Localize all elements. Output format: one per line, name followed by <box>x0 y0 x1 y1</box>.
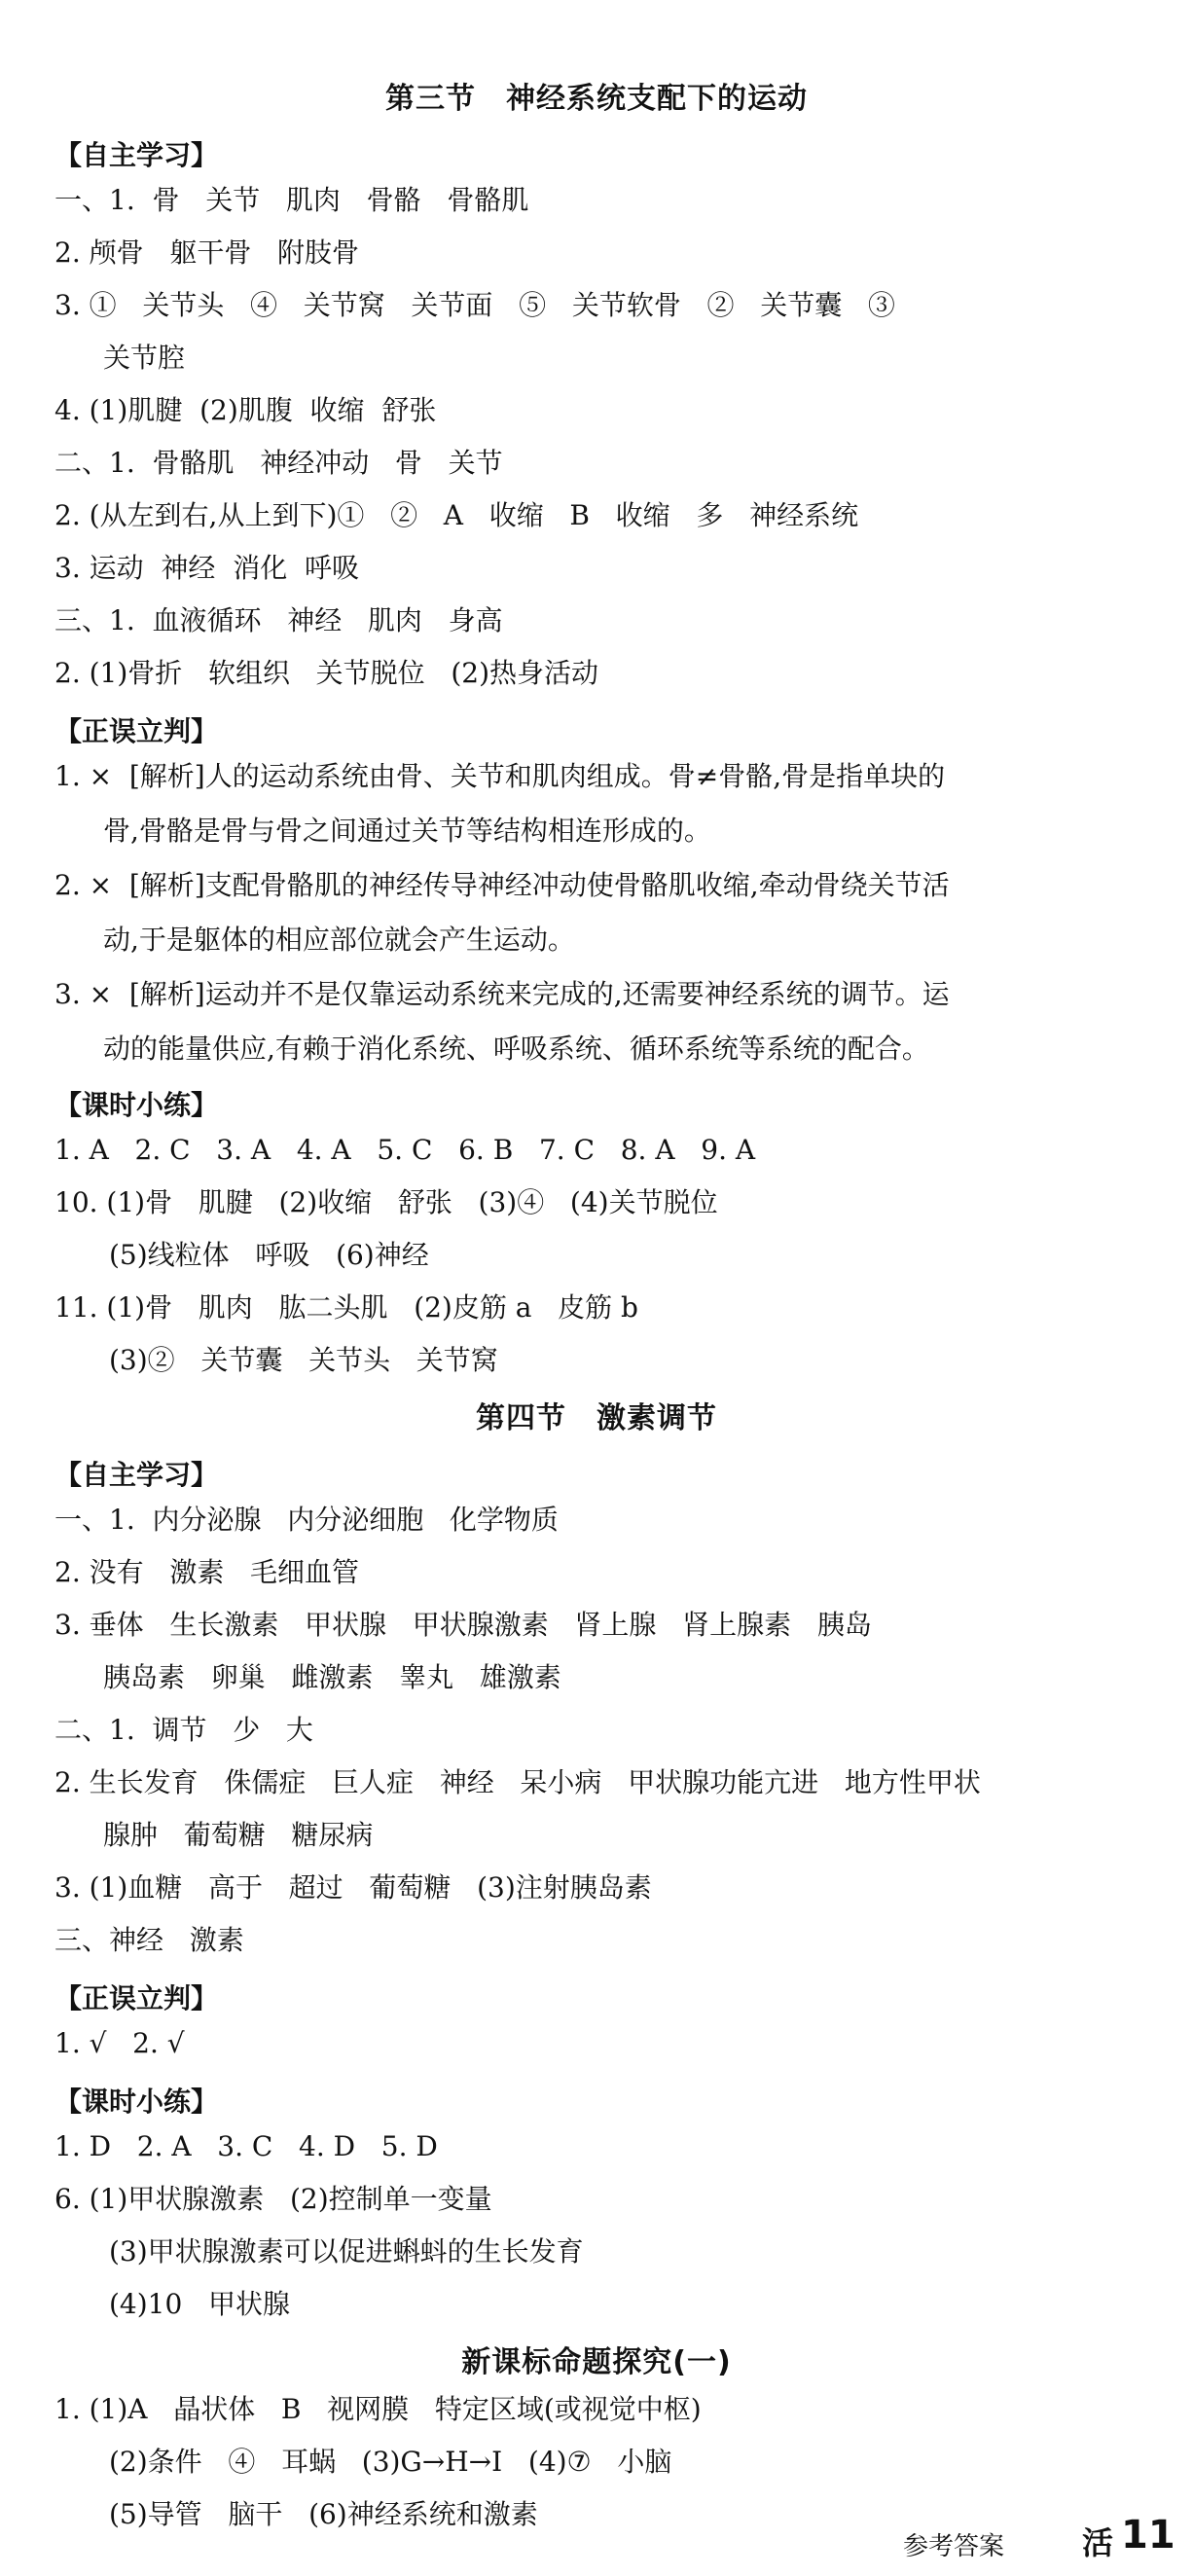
label-self-study: 【自主学习】 <box>54 1459 219 1491</box>
explanation-line: 1. × [解析]人的运动系统由骨、关节和肌肉组成。骨≠骨骼,骨是指单块的 <box>54 760 946 792</box>
explanation-line: 2. × [解析]支配骨骼肌的神经传导神经冲动使骨骼肌收缩,牵动骨绕关节活 <box>54 869 950 901</box>
answer-line: 11. (1)骨 肌肉 肱二头肌 (2)皮筋 a 皮筋 b <box>54 1291 638 1324</box>
answer-line: 10. (1)骨 肌腱 (2)收缩 舒张 (3)④ (4)关节脱位 <box>54 1186 718 1218</box>
answer-line: 3. 垂体 生长激素 甲状腺 甲状腺激素 肾上腺 肾上腺素 胰岛 <box>54 1609 872 1641</box>
answer-line: 3. (1)血糖 高于 超过 葡萄糖 (3)注射胰岛素 <box>54 1871 652 1904</box>
answer-line: 3. 运动 神经 消化 呼吸 <box>54 552 360 584</box>
answer-line: 3. ① 关节头 ④ 关节窝 关节面 ⑤ 关节软骨 ② 关节囊 ③ <box>54 289 895 321</box>
answer-line: 二、1. 骨骼肌 神经冲动 骨 关节 <box>54 447 503 479</box>
label-judge: 【正误立判】 <box>54 1982 219 2014</box>
answer-line: 一、1. 骨 关节 肌肉 骨骼 骨骼肌 <box>54 184 529 216</box>
section-title-4: 第四节 激素调节 <box>476 1401 717 1435</box>
label-practice: 【课时小练】 <box>54 1089 219 1121</box>
answer-line: 4. (1)肌腱 (2)肌腹 收缩 舒张 <box>54 394 437 426</box>
explanation-line: 动,于是躯体的相应部位就会产生运动。 <box>103 924 575 956</box>
answer-line: 2. (从左到右,从上到下)① ② A 收缩 B 收缩 多 神经系统 <box>54 499 859 531</box>
answer-line: 2. 没有 激素 毛细血管 <box>54 1556 360 1588</box>
answer-line: (4)10 甲状腺 <box>109 2288 290 2320</box>
answer-line: 2. 颅骨 躯干骨 附肢骨 <box>54 236 360 269</box>
answer-line: 腺肿 葡萄糖 糖尿病 <box>103 1819 374 1851</box>
answer-line: (5)导管 脑干 (6)神经系统和激素 <box>109 2498 538 2530</box>
label-practice: 【课时小练】 <box>54 2086 219 2118</box>
explanation-line: 3. × [解析]运动并不是仅靠运动系统来完成的,还需要神经系统的调节。运 <box>54 978 950 1010</box>
answer-line: 1. A 2. C 3. A 4. A 5. C 6. B 7. C 8. A 9. A <box>54 1134 756 1166</box>
answer-line: 2. (1)骨折 软组织 关节脱位 (2)热身活动 <box>54 657 599 689</box>
page-number: 11 <box>1121 2513 1175 2558</box>
answer-line: 胰岛素 卵巢 雌激素 睾丸 雄激素 <box>103 1661 561 1693</box>
answer-line: 二、1. 调节 少 大 <box>54 1714 313 1746</box>
answer-line: 一、1. 内分泌腺 内分泌细胞 化学物质 <box>54 1504 559 1536</box>
footer-brand: 活 <box>1082 2524 1114 2561</box>
label-judge: 【正误立判】 <box>54 715 219 747</box>
section-title-exploration: 新课标命题探究(一) <box>461 2345 732 2379</box>
answer-line: 三、神经 激素 <box>54 1924 244 1956</box>
answer-line: 1. (1)A 晶状体 B 视网膜 特定区域(或视觉中枢) <box>54 2393 702 2425</box>
answer-line: (5)线粒体 呼吸 (6)神经 <box>109 1239 429 1271</box>
answer-line: 三、1. 血液循环 神经 肌肉 身高 <box>54 604 503 636</box>
answer-line: 2. 生长发育 侏儒症 巨人症 神经 呆小病 甲状腺功能亢进 地方性甲状 <box>54 1766 981 1798</box>
label-self-study: 【自主学习】 <box>54 139 219 171</box>
footer-label: 参考答案 <box>903 2532 1005 2561</box>
answer-line: 关节腔 <box>103 342 186 374</box>
answer-line: (3)② 关节囊 关节头 关节窝 <box>109 1344 498 1376</box>
answer-line: (3)甲状腺激素可以促进蝌蚪的生长发育 <box>109 2235 584 2268</box>
explanation-line: 动的能量供应,有赖于消化系统、呼吸系统、循环系统等系统的配合。 <box>103 1033 929 1065</box>
answer-line: 6. (1)甲状腺激素 (2)控制单一变量 <box>54 2183 492 2215</box>
answer-line: (2)条件 ④ 耳蜗 (3)G→H→I (4)⑦ 小脑 <box>109 2446 672 2478</box>
section-title-3: 第三节 神经系统支配下的运动 <box>385 82 808 116</box>
explanation-line: 骨,骨骼是骨与骨之间通过关节等结构相连形成的。 <box>103 815 711 847</box>
answer-line: 1. D 2. A 3. C 4. D 5. D <box>54 2130 438 2162</box>
answer-line: 1. √ 2. √ <box>54 2027 185 2059</box>
